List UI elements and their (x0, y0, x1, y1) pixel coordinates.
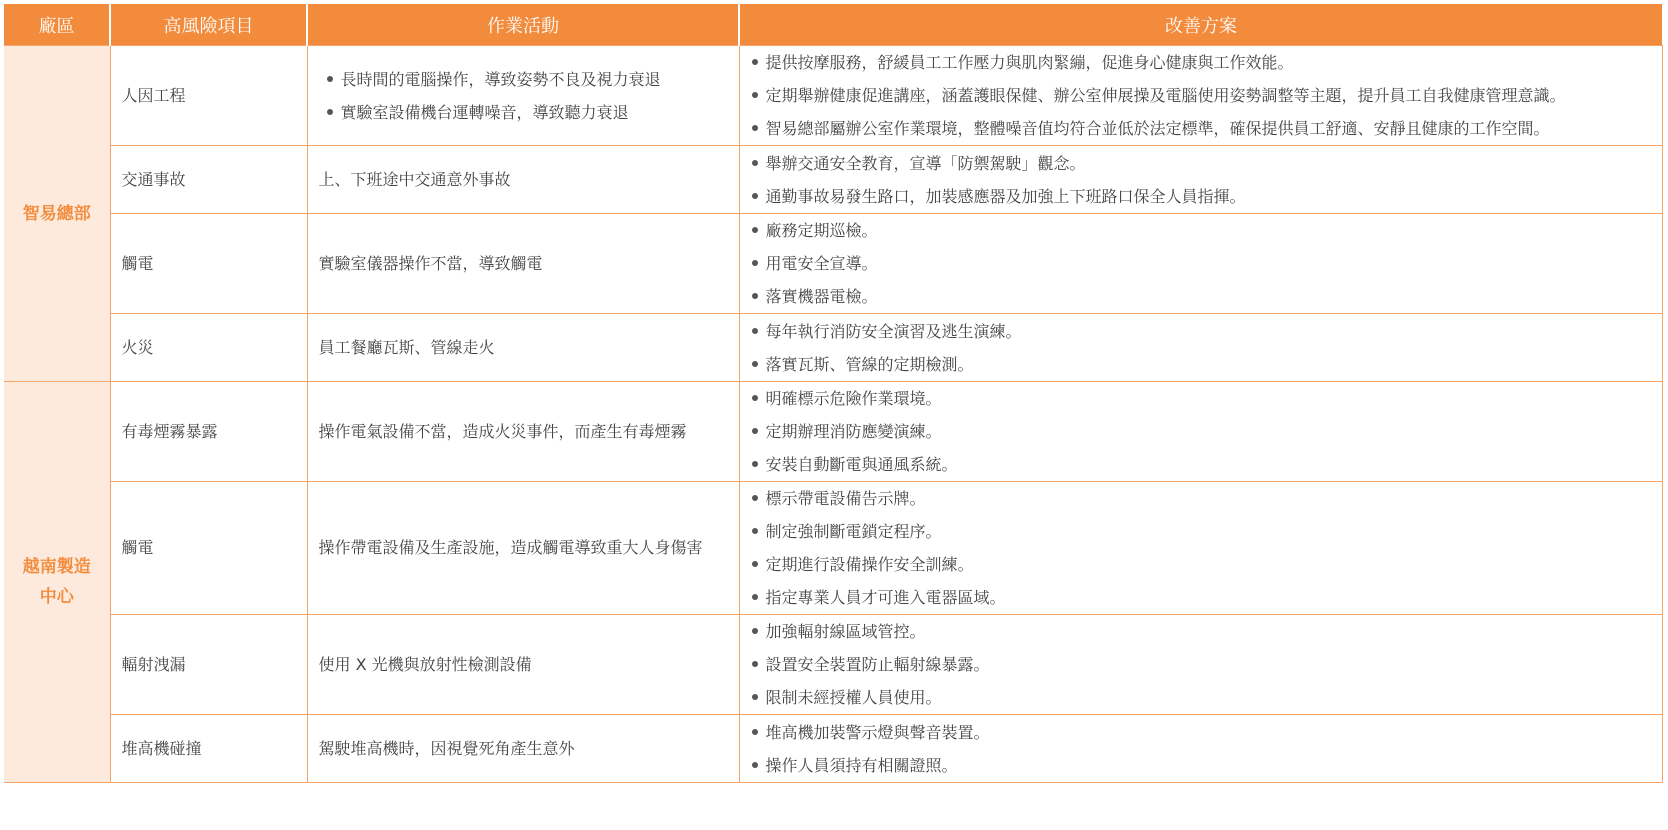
table-row (4, 715, 1662, 783)
activity-bullet: 實驗室設備機台運轉噪音，導致聽力衰退 (319, 96, 728, 129)
header-plant: 廠區 (4, 4, 110, 46)
header-risk-item: 高風險項目 (110, 4, 307, 46)
measures-cell (739, 46, 1662, 146)
risk-item: 堆高機碰撞 (110, 715, 307, 783)
measure-item: 廠務定期巡檢。 (750, 214, 1651, 247)
header-measures: 改善方案 (739, 4, 1662, 46)
measure-item: 堆高機加裝警示燈與聲音裝置。 (750, 716, 1651, 749)
table-row (4, 482, 1662, 615)
activity-text: 使用 X 光機與放射性檢測設備 (307, 615, 739, 715)
risk-item: 觸電 (110, 482, 307, 615)
measures-cell (739, 382, 1662, 482)
risk-item: 交通事故 (110, 146, 307, 214)
measure-item: 限制未經授權人員使用。 (750, 681, 1651, 714)
measure-item: 用電安全宣導。 (750, 247, 1651, 280)
measure-item: 標示帶電設備告示牌。 (750, 482, 1651, 515)
measure-item: 安裝自動斷電與通風系統。 (750, 448, 1651, 481)
table-row (4, 146, 1662, 214)
activity-text: 員工餐廳瓦斯、管線走火 (307, 314, 739, 382)
risk-item: 觸電 (110, 214, 307, 314)
measure-item: 提供按摩服務，舒緩員工工作壓力與肌肉緊繃，促進身心健康與工作效能。 (750, 46, 1651, 79)
measures-cell (739, 615, 1662, 715)
measure-item: 制定強制斷電鎖定程序。 (750, 515, 1651, 548)
measure-item: 明確標示危險作業環境。 (750, 382, 1651, 415)
table-row (4, 46, 1662, 146)
plant-name (4, 46, 110, 382)
plant-name-line1: 越南製造 (22, 557, 91, 577)
measure-item: 設置安全裝置防止輻射線暴露。 (750, 648, 1651, 681)
measure-item: 定期辦理消防應變演練。 (750, 415, 1651, 448)
activity-text: 實驗室儀器操作不當，導致觸電 (307, 214, 739, 314)
risk-item: 輻射洩漏 (110, 615, 307, 715)
measure-item: 智易總部屬辦公室作業環境，整體噪音值均符合並低於法定標準，確保提供員工舒適、安靜且健康的工作空間。 (750, 112, 1651, 145)
measures-cell (739, 314, 1662, 382)
plant-name (4, 382, 110, 783)
plant-name-line2: 中心 (39, 587, 74, 607)
risk-item: 人因工程 (110, 46, 307, 146)
measure-item: 加強輻射線區域管控。 (750, 615, 1651, 648)
risk-table (4, 4, 1663, 783)
activity-bullet: 長時間的電腦操作，導致姿勢不良及視力衰退 (319, 63, 728, 96)
header-row (4, 4, 1662, 46)
header-activity: 作業活動 (307, 4, 739, 46)
plant-name-text: 智易總部 (22, 203, 91, 224)
measure-item: 指定專業人員才可進入電器區域。 (750, 581, 1651, 614)
measure-item: 舉辦交通安全教育，宣導「防禦駕駛」觀念。 (750, 147, 1651, 180)
measure-item: 定期進行設備操作安全訓練。 (750, 548, 1651, 581)
activity-cell (307, 46, 739, 146)
measures-cell (739, 482, 1662, 615)
activity-text: 操作帶電設備及生產設施，造成觸電導致重大人身傷害 (307, 482, 739, 615)
table-row (4, 214, 1662, 314)
measures-cell (739, 715, 1662, 783)
measure-item: 落實瓦斯、管線的定期檢測。 (750, 348, 1651, 381)
measure-item: 每年執行消防安全演習及逃生演練。 (750, 315, 1651, 348)
measure-item: 通勤事故易發生路口，加裝感應器及加強上下班路口保全人員指揮。 (750, 180, 1651, 213)
measures-cell (739, 146, 1662, 214)
measures-cell (739, 214, 1662, 314)
table-row (4, 382, 1662, 482)
measure-item: 操作人員須持有相關證照。 (750, 749, 1651, 782)
activity-text: 上、下班途中交通意外事故 (307, 146, 739, 214)
table-row (4, 314, 1662, 382)
risk-item: 有毒煙霧暴露 (110, 382, 307, 482)
risk-item: 火災 (110, 314, 307, 382)
activity-text: 駕駛堆高機時，因視覺死角產生意外 (307, 715, 739, 783)
table-row (4, 615, 1662, 715)
measure-item: 定期舉辦健康促進講座，涵蓋護眼保健、辦公室伸展操及電腦使用姿勢調整等主題，提升員工自我健康管理意識。 (750, 79, 1651, 112)
activity-text: 操作電氣設備不當，造成火災事件，而產生有毒煙霧 (307, 382, 739, 482)
measure-item: 落實機器電檢。 (750, 280, 1651, 313)
